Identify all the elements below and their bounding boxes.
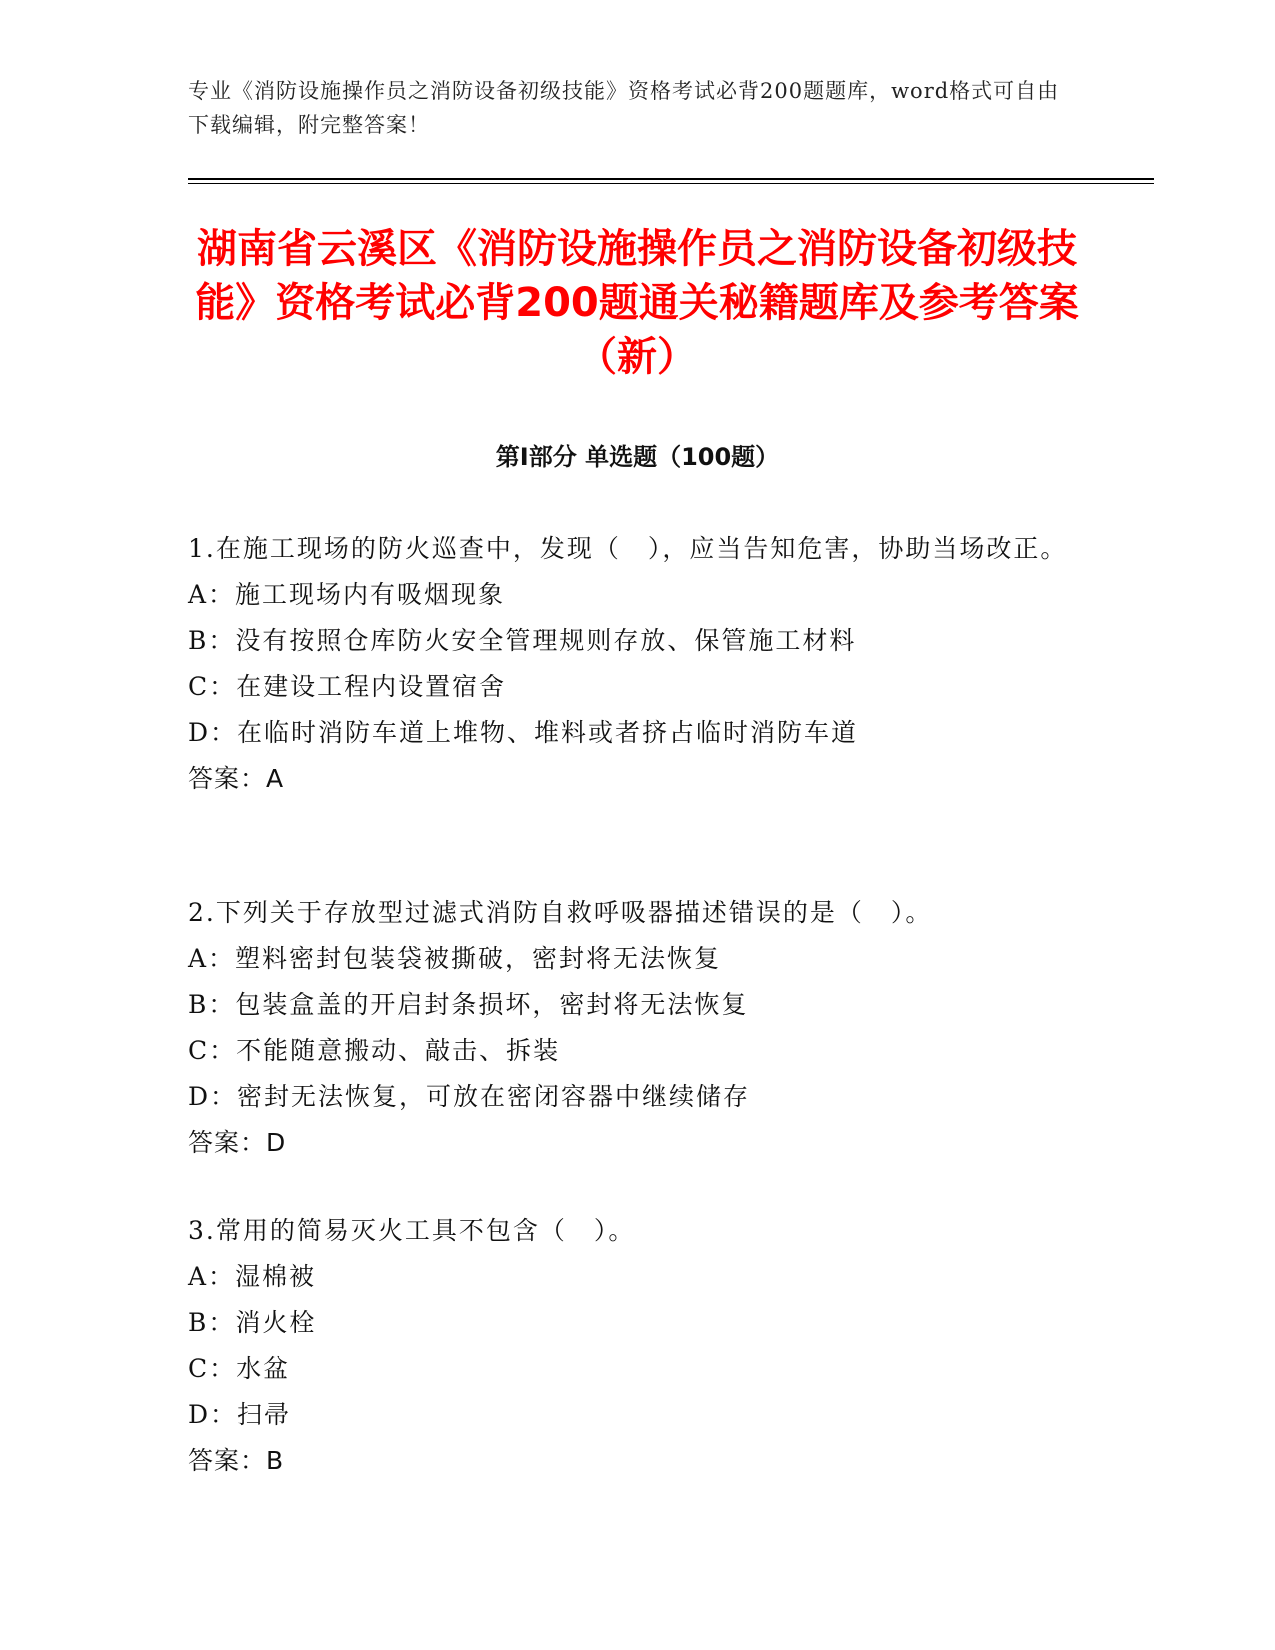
answer-line: 答案：B — [188, 1446, 285, 1475]
document-title: 湖南省云溪区《消防设施操作员之消防设备初级技能》资格考试必背200题通关秘籍题库及参考答案（新） — [195, 226, 1079, 380]
header-divider-thick — [188, 178, 1154, 180]
option-d: D：密封无法恢复，可放在密闭容器中继续储存 — [188, 1082, 751, 1111]
option-c: C：不能随意搬动、敲击、拆装 — [188, 1036, 561, 1065]
option-b: B：消火栓 — [188, 1308, 317, 1337]
option-a: A：湿棉被 — [188, 1262, 317, 1291]
option-c: C：水盆 — [188, 1354, 291, 1383]
answer-line: 答案：A — [188, 764, 285, 793]
question-stem: 2.下列关于存放型过滤式消防自救呼吸器描述错误的是（ ）。 — [188, 898, 933, 927]
option-c: C：在建设工程内设置宿舍 — [188, 672, 507, 701]
header-note: 专业《消防设施操作员之消防设备初级技能》资格考试必背200题题库，word格式可自由下载编辑，附完整答案！ — [188, 79, 1060, 137]
question-stem: 1.在施工现场的防火巡查中，发现（ ），应当告知危害，协助当场改正。 — [188, 534, 1068, 563]
section-heading: 第Ⅰ部分 单选题（100题） — [495, 443, 780, 471]
option-d: D：扫帚 — [188, 1400, 292, 1429]
question-block — [188, 1208, 1068, 1484]
option-b: B：没有按照仓库防火安全管理规则存放、保管施工材料 — [188, 626, 857, 655]
question-block — [188, 526, 1068, 802]
option-a: A：塑料密封包装袋被撕破，密封将无法恢复 — [188, 944, 722, 973]
answer-line: 答案：D — [188, 1128, 287, 1157]
question-block — [188, 890, 1068, 1166]
question-stem: 3.常用的简易灭火工具不包含（ ）。 — [188, 1216, 636, 1245]
option-a: A：施工现场内有吸烟现象 — [188, 580, 506, 609]
option-d: D：在临时消防车道上堆物、堆料或者挤占临时消防车道 — [188, 718, 859, 747]
header-divider-thin — [188, 183, 1154, 184]
option-b: B：包装盒盖的开启封条损坏，密封将无法恢复 — [188, 990, 749, 1019]
